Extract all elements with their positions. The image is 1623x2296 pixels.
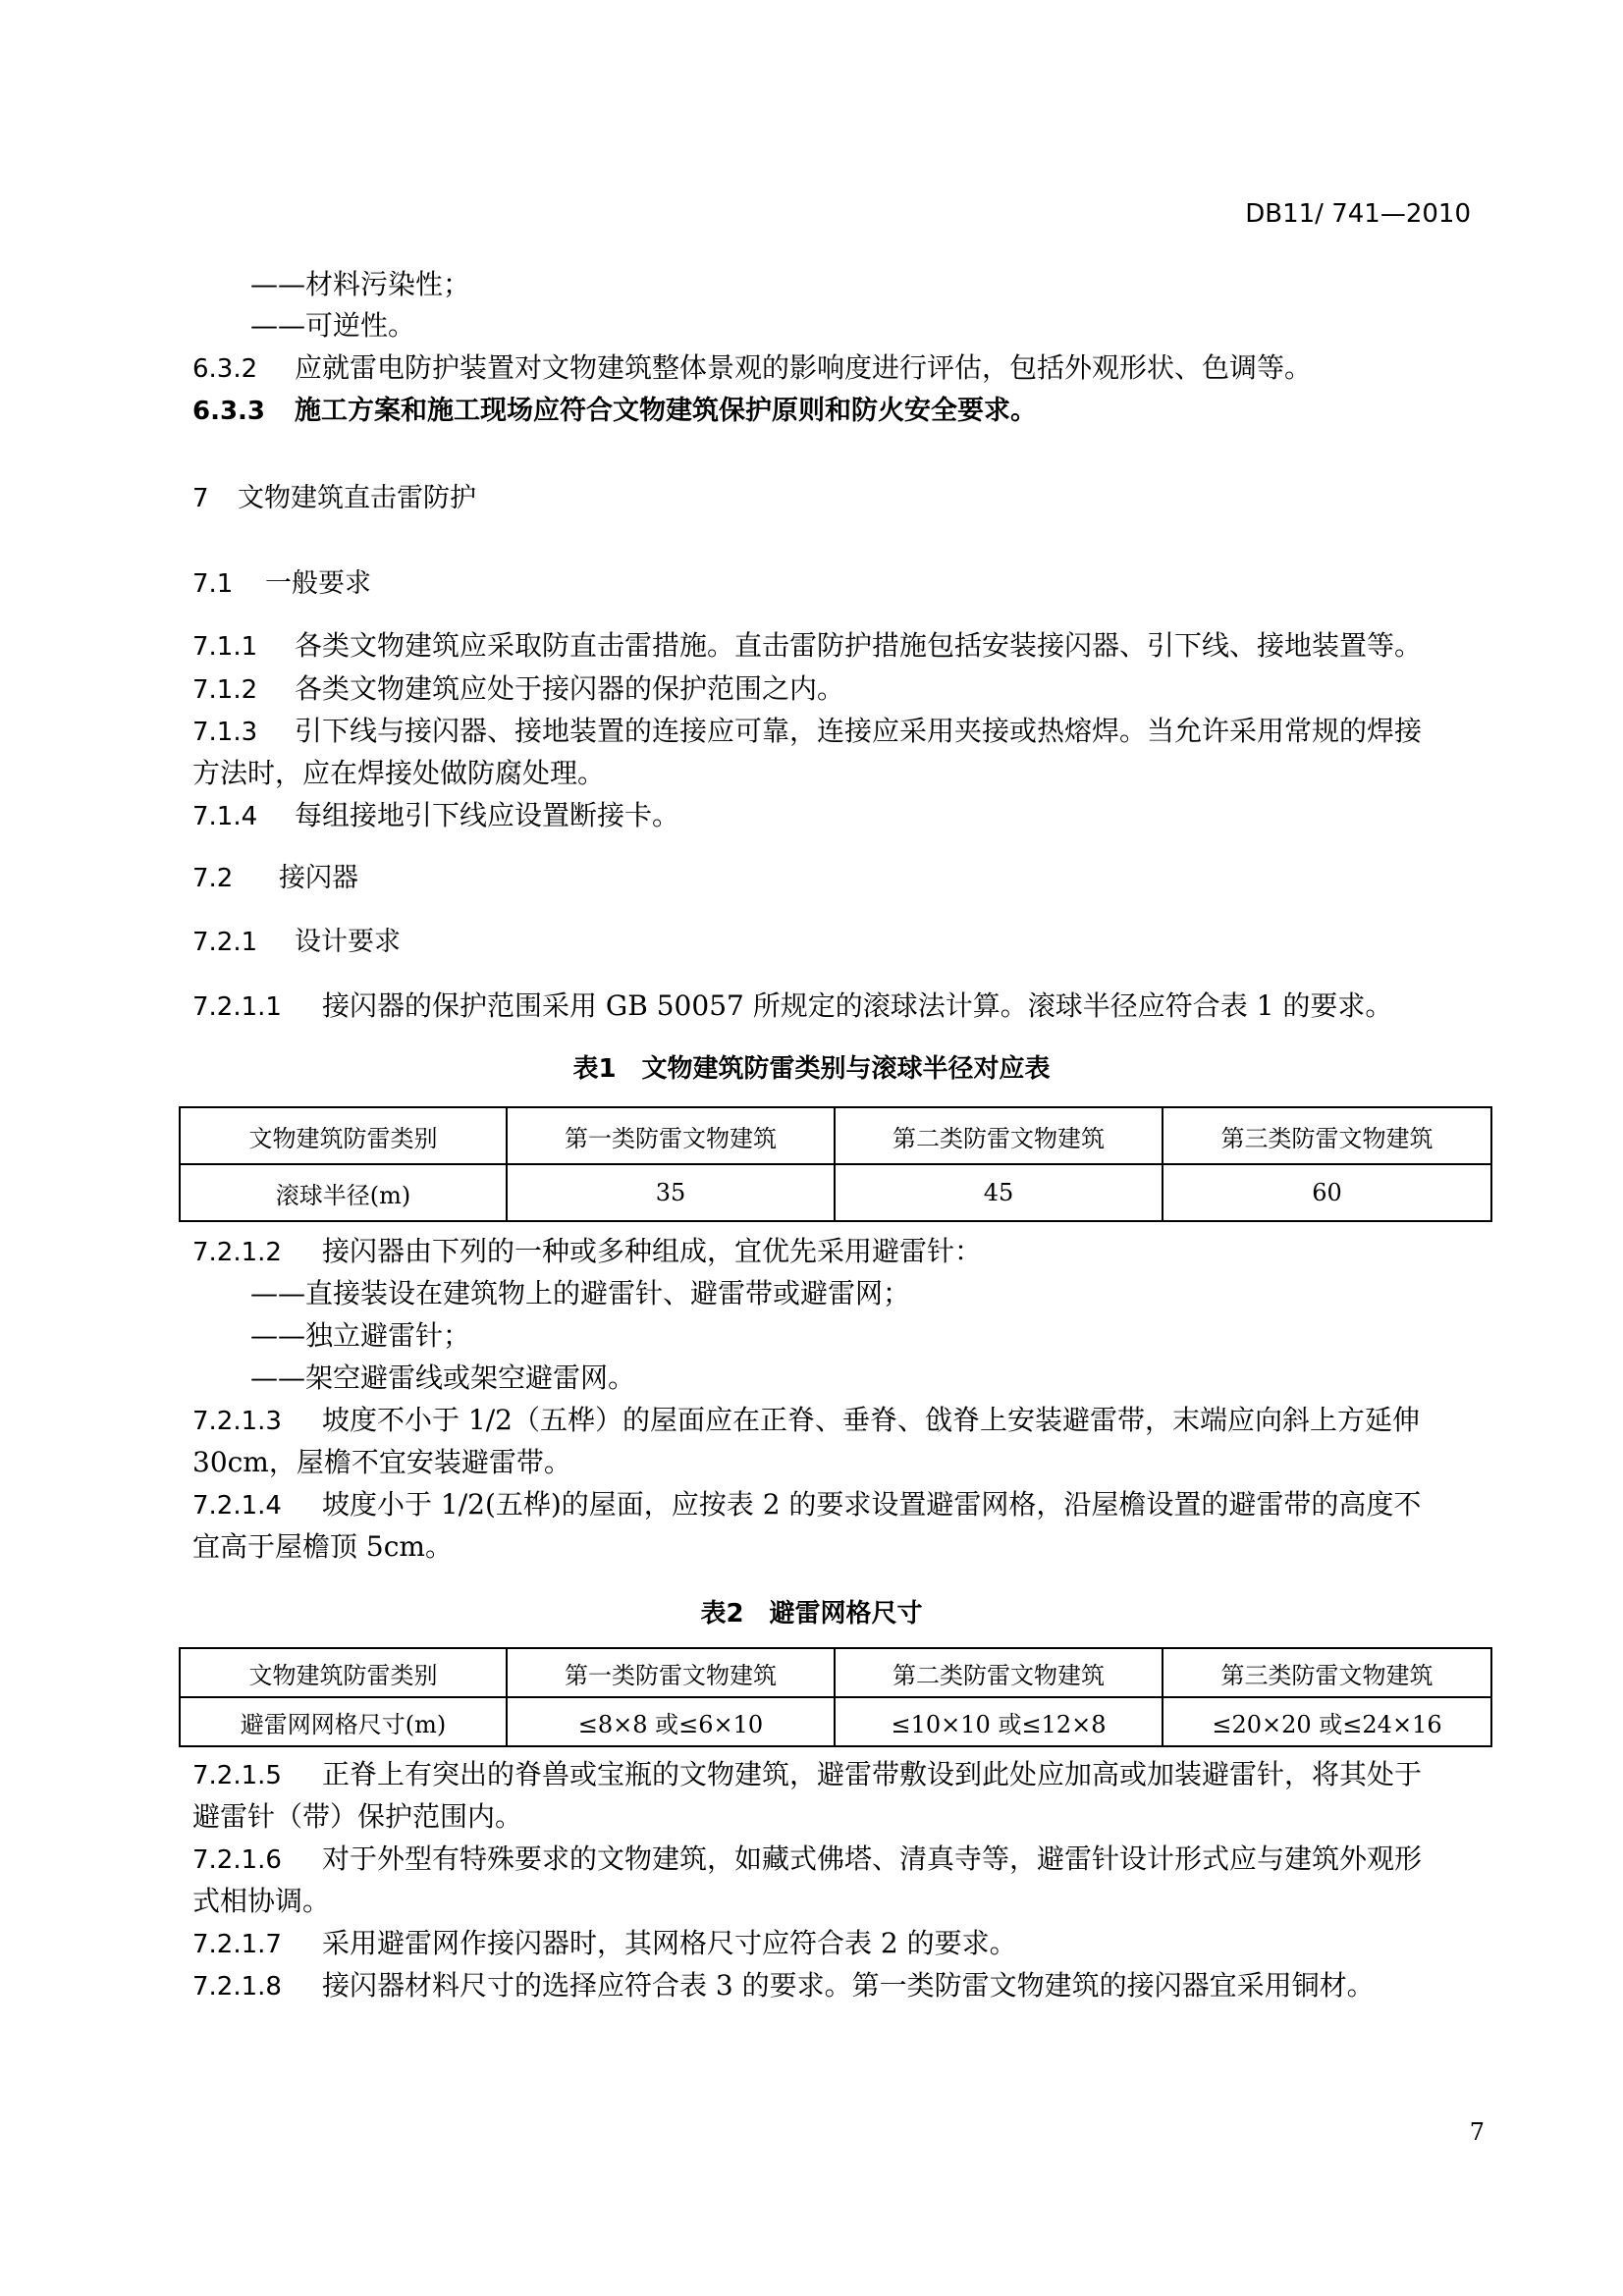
clause-continuation: 宜高于屋檐顶 5cm。 [192,1530,453,1563]
section-heading-7-2 [192,857,1490,900]
clause-text: 坡度小于 1/2(五桦)的屋面，应按表 2 的要求设置避雷网格，沿屋檐设置的避雷带的高度不 [322,1488,1422,1521]
clause-number: 7.2.1.5 [192,1761,282,1790]
table-row [180,1164,1491,1221]
table-1-caption: 表1 文物建筑防雷类别与滚球半径对应表 [572,1054,1051,1084]
section-heading-7-2-1 [192,921,1490,964]
clause-number: 7.1.4 [192,802,258,831]
clause-text: 接闪器由下列的一种或多种组成，宜优先采用避雷针： [322,1235,983,1267]
document-code: DB11/ 741—2010 [1245,199,1471,229]
dash-item: ——材料污染性； [250,268,471,300]
header-cell: 第一类防雷文物建筑 [507,1648,835,1697]
clause-7-1-1 [192,624,1490,667]
table-cell: 45 [835,1164,1163,1221]
clause-7-1-3 [192,710,1490,753]
clause-text: 施工方案和施工现场应符合文物建筑保护原则和防火安全要求。 [295,396,1037,426]
clause-text: 每组接地引下线应设置断接卡。 [295,799,680,831]
dash-item: ——可逆性。 [250,309,416,342]
clause-number: 7.2.1.7 [192,1930,282,1959]
dash-item: ——直接装设在建筑物上的避雷针、避雷带或避雷网； [250,1277,911,1309]
table-cell: ≤10×10 或≤12×8 [835,1697,1163,1746]
clause-number: 6.3.3 [192,397,266,426]
header-cell: 文物建筑防雷类别 [180,1107,507,1164]
clause-text: 接闪器的保护范围采用 GB 50057 所规定的滚球法计算。滚球半径应符合表 1 的要求。 [322,989,1393,1022]
clause-continuation: 避雷针（带）保护范围内。 [192,1800,523,1833]
clause-number: 7.1.3 [192,718,258,747]
table-1 [179,1106,1492,1222]
clause-7-1-2 [192,667,1490,711]
heading-number: 7.1 [192,569,234,599]
clause-continuation: 方法时，应在焊接处做防腐处理。 [192,757,606,789]
clause-7-2-1-1 [192,985,1490,1028]
clause-7-2-1-5 [192,1753,1490,1796]
clause-text: 引下线与接闪器、接地装置的连接应可靠，连接应采用夹接或热熔焊。当允许采用常规的焊接 [295,715,1423,747]
header-cell: 第二类防雷文物建筑 [835,1107,1163,1164]
clause-number: 7.2.1.6 [192,1845,282,1875]
clause-7-2-1-6 [192,1838,1490,1881]
table-cell: 35 [507,1164,835,1221]
header-cell: 文物建筑防雷类别 [180,1648,507,1697]
clause-number: 7.2.1.8 [192,1972,282,2002]
heading-text: 一般要求 [265,568,371,599]
clause-text: 应就雷电防护装置对文物建筑整体景观的影响度进行评估，包括外观形状、色调等。 [295,351,1313,384]
header-cell: 第三类防雷文物建筑 [1163,1648,1491,1697]
header-cell: 第一类防雷文物建筑 [507,1107,835,1164]
table-2 [179,1647,1492,1747]
section-heading-7-1 [192,562,1490,606]
clause-6-3-3 [192,389,1490,432]
clause-7-2-1-2 [192,1230,1490,1273]
clause-7-2-1-4 [192,1483,1490,1526]
section-heading-7 [192,477,1490,520]
heading-number: 7.2 [192,864,234,893]
heading-text: 设计要求 [295,927,401,957]
clause-text: 各类文物建筑应采取防直击雷措施。直击雷防护措施包括安装接闪器、引下线、接地装置等。 [295,629,1423,662]
clause-text: 采用避雷网作接闪器时，其网格尺寸应符合表 2 的要求。 [322,1927,1017,1959]
clause-text: 坡度不小于 1/2（五桦）的屋面应在正脊、垂脊、戗脊上安装避雷带，末端应向斜上方延伸 [322,1404,1420,1436]
clause-text: 对于外型有特殊要求的文物建筑，如藏式佛塔、清真寺等，避雷针设计形式应与建筑外观形 [322,1842,1423,1875]
clause-number: 7.1.2 [192,675,258,705]
table-cell: ≤20×20 或≤24×16 [1163,1697,1491,1746]
heading-number: 7.2.1 [192,928,258,957]
clause-number: 7.2.1.4 [192,1491,282,1521]
clause-7-2-1-3 [192,1399,1490,1442]
clause-text: 正脊上有突出的脊兽或宝瓶的文物建筑，避雷带敷设到此处应加高或加装避雷针，将其处于 [322,1758,1423,1790]
dash-item: ——独立避雷针； [250,1319,471,1352]
header-cell: 第三类防雷文物建筑 [1163,1107,1491,1164]
table-2-caption: 表2 避雷网格尺寸 [700,1599,923,1629]
dash-item: ——架空避雷线或架空避雷网。 [250,1362,636,1394]
clause-7-2-1-7 [192,1922,1490,1965]
table-header-row [180,1107,1491,1164]
clause-number: 7.1.1 [192,632,258,662]
clause-number: 7.2.1.2 [192,1238,282,1267]
heading-number: 7 [192,484,209,513]
clause-number: 7.2.1.3 [192,1407,282,1436]
clause-7-2-1-8 [192,1964,1490,2007]
table-cell: 滚球半径(m) [180,1164,507,1221]
clause-continuation: 30cm，屋檐不宜安装避雷带。 [192,1446,571,1478]
table-row [180,1697,1491,1746]
clause-6-3-2 [192,347,1490,390]
clause-text: 接闪器材料尺寸的选择应符合表 3 的要求。第一类防雷文物建筑的接闪器宜采用铜材。 [322,1969,1375,2002]
heading-text: 文物建筑直击雷防护 [238,483,476,513]
clause-7-1-4 [192,794,1490,837]
heading-text: 接闪器 [279,863,358,893]
table-cell: 60 [1163,1164,1491,1221]
page-number: 7 [1469,2118,1485,2146]
clause-text: 各类文物建筑应处于接闪器的保护范围之内。 [295,672,845,705]
table-header-row [180,1648,1491,1697]
table-cell: ≤8×8 或≤6×10 [507,1697,835,1746]
clause-continuation: 式相协调。 [192,1885,331,1917]
clause-number: 6.3.2 [192,354,258,384]
table-cell: 避雷网网格尺寸(m) [180,1697,507,1746]
clause-number: 7.2.1.1 [192,992,282,1022]
header-cell: 第二类防雷文物建筑 [835,1648,1163,1697]
